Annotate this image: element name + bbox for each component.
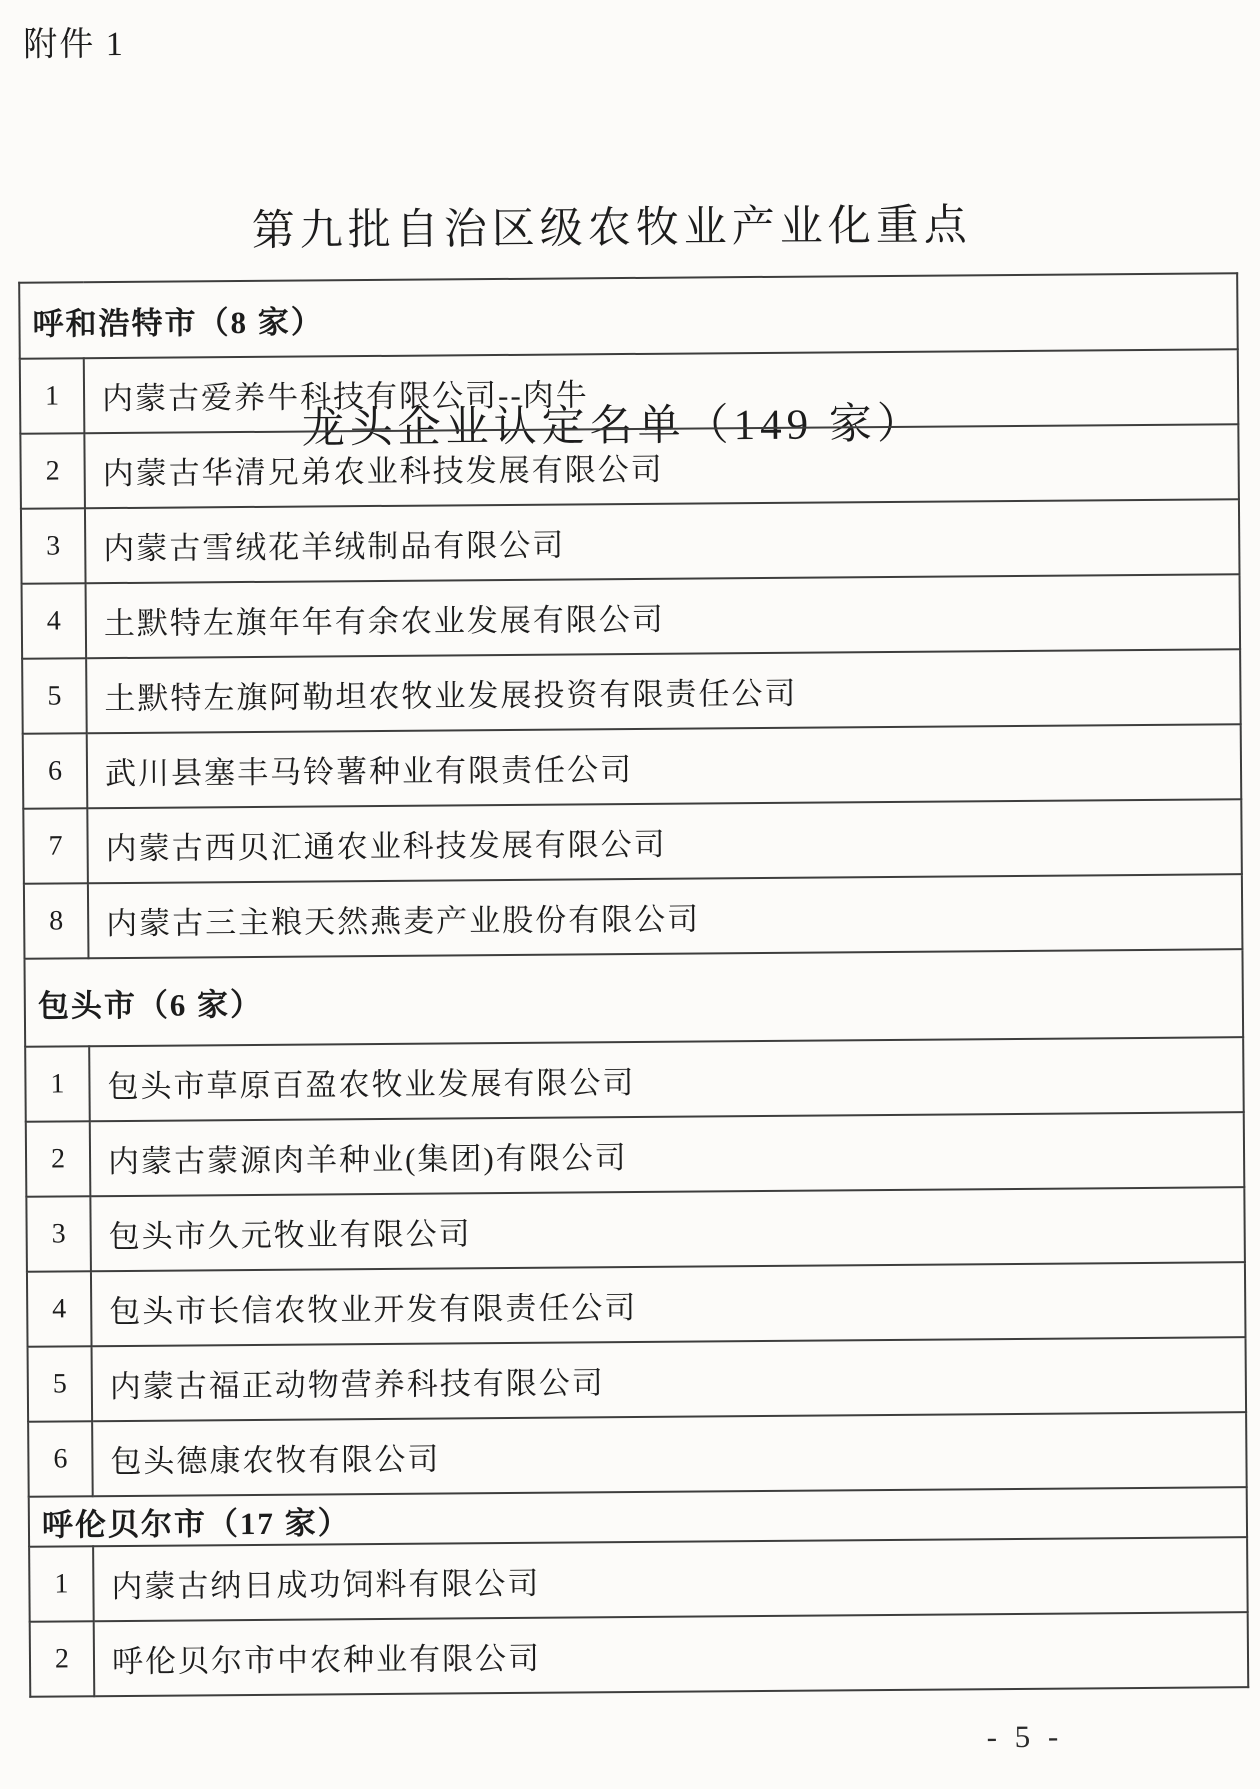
company-name-cell: 武川县塞丰马铃薯种业有限责任公司 xyxy=(87,724,1242,808)
row-number-cell: 4 xyxy=(27,1271,92,1347)
company-name-cell: 呼伦贝尔市中农种业有限公司 xyxy=(94,1612,1249,1696)
document-title-line2: 龙头企业认定名单（149 家） xyxy=(301,400,926,453)
table-row xyxy=(29,1537,1248,1622)
table-row xyxy=(25,1037,1244,1122)
company-name-cell: 土默特左旗年年有余农业发展有限公司 xyxy=(86,574,1241,658)
table-row xyxy=(27,1262,1246,1347)
row-number-cell: 6 xyxy=(28,1421,93,1497)
company-name-cell: 内蒙古华清兄弟农业科技发展有限公司 xyxy=(84,424,1239,508)
section-header: 呼和浩特市（8 家） xyxy=(19,273,1238,359)
table-row xyxy=(20,349,1239,434)
table-row xyxy=(23,799,1242,884)
table-row xyxy=(28,1337,1247,1422)
table-row xyxy=(20,424,1239,509)
company-name-cell: 内蒙古西贝汇通农业科技发展有限公司 xyxy=(87,799,1242,883)
row-number-cell: 3 xyxy=(21,508,86,584)
company-name-cell: 包头市草原百盈农牧业发展有限公司 xyxy=(89,1037,1244,1121)
table-row xyxy=(26,1112,1245,1197)
section-header: 包头市（6 家） xyxy=(24,949,1243,1047)
table-row xyxy=(22,649,1241,734)
company-name-cell: 内蒙古爱养牛科技有限公司--肉牛 xyxy=(84,349,1239,433)
section-header: 呼伦贝尔市（17 家） xyxy=(29,1487,1247,1547)
table-row xyxy=(22,574,1241,659)
row-number-cell: 2 xyxy=(26,1121,91,1197)
row-number-cell: 1 xyxy=(29,1546,94,1622)
row-number-cell: 2 xyxy=(20,433,85,509)
company-name-cell: 内蒙古雪绒花羊绒制品有限公司 xyxy=(85,499,1240,583)
table-row xyxy=(26,1187,1245,1272)
page-number: - 5 - xyxy=(986,1718,1059,1755)
row-number-cell: 3 xyxy=(26,1196,91,1272)
company-name-cell: 包头市长信农牧业开发有限责任公司 xyxy=(91,1262,1246,1346)
company-name-cell: 包头市久元牧业有限公司 xyxy=(90,1187,1245,1271)
company-name-cell: 内蒙古三主粮天然燕麦产业股份有限公司 xyxy=(88,874,1243,958)
section-header-row xyxy=(19,273,1238,359)
section-header-row xyxy=(24,949,1243,1047)
table-row xyxy=(23,724,1242,809)
enterprise-table xyxy=(18,272,1249,1698)
company-name-cell: 内蒙古福正动物营养科技有限公司 xyxy=(92,1337,1247,1421)
document-title-line1: 第九批自治区级农牧业产业化重点 xyxy=(251,202,972,255)
table-row xyxy=(21,499,1240,584)
row-number-cell: 1 xyxy=(25,1046,90,1122)
row-number-cell: 7 xyxy=(23,808,88,884)
company-name-cell: 土默特左旗阿勒坦农牧业发展投资有限责任公司 xyxy=(86,649,1241,733)
company-name-cell: 内蒙古蒙源肉羊种业(集团)有限公司 xyxy=(90,1112,1245,1196)
row-number-cell: 6 xyxy=(23,733,88,809)
table-row xyxy=(28,1412,1247,1497)
company-name-cell: 包头德康农牧有限公司 xyxy=(92,1412,1247,1496)
row-number-cell: 1 xyxy=(20,358,85,434)
row-number-cell: 5 xyxy=(28,1346,93,1422)
row-number-cell: 5 xyxy=(22,658,87,734)
attachment-label: 附件 1 xyxy=(23,25,125,64)
row-number-cell: 4 xyxy=(22,583,87,659)
row-number-cell: 2 xyxy=(30,1621,95,1697)
table-row xyxy=(30,1612,1249,1697)
company-name-cell: 内蒙古纳日成功饲料有限公司 xyxy=(93,1537,1248,1621)
table-row xyxy=(24,874,1243,959)
row-number-cell: 8 xyxy=(24,883,89,959)
